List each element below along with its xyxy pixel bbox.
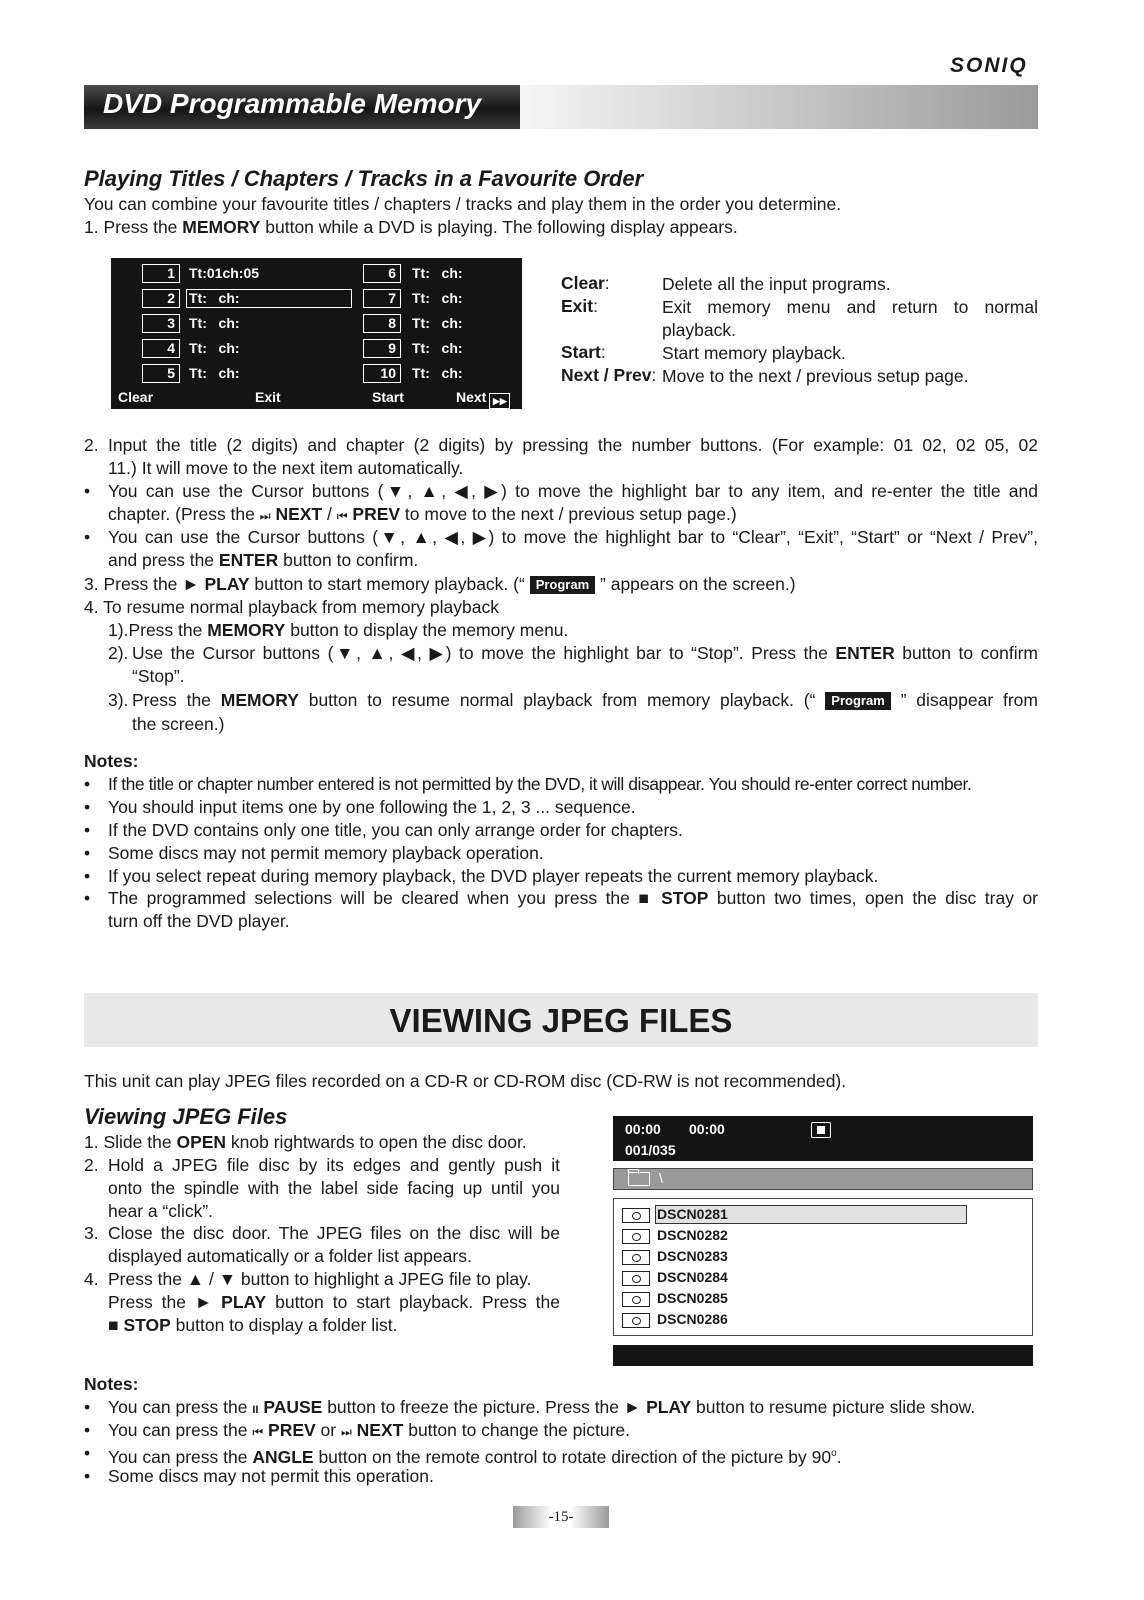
jpeg-step-2-number: 2.: [84, 1155, 99, 1175]
section-title: DVD Programmable Memory: [103, 88, 482, 119]
memory-slot-number: 1: [142, 264, 180, 283]
jpeg-step-4-number: 4.: [84, 1269, 99, 1289]
bullet: •: [84, 481, 91, 501]
play-icon: ►: [623, 1397, 642, 1417]
camera-icon: [622, 1271, 650, 1286]
jpeg-step-4: Press the ▲ / ▼ button to highlight a JPEG file to play.: [108, 1269, 532, 1289]
bullet-cursor-options-cont: and press the ENTER button to confirm.: [108, 550, 419, 570]
step-1: 1. Press the MEMORY button while a DVD is playing. The following display appears.: [84, 217, 738, 237]
memory-slot-text: Tt: ch:: [189, 365, 240, 381]
jpeg-status-bar: [613, 1116, 1033, 1161]
program-badge: Program: [825, 692, 890, 710]
note-item: You should input items one by one following the 1, 2, 3 ... sequence.: [108, 797, 636, 817]
memory-slot-number: 2: [142, 289, 180, 308]
memory-slot-text: Tt: ch:: [412, 265, 463, 281]
jpeg-section-title: VIEWING JPEG FILES: [389, 1002, 733, 1039]
step-4-sub-3-cont: the screen.): [132, 714, 225, 734]
note-item: The programmed selections will be cleared when you press the ■ STOP button two times, open the disc tray or: [108, 888, 1038, 908]
bullet-cursor-options: You can use the Cursor buttons (▼, ▲, ◀, ▶) to move the highlight bar to “Clear”, “Exit”, “Start” or “Next / Prev”,: [108, 527, 1038, 547]
file-name: DSCN0285: [657, 1290, 728, 1306]
file-name: DSCN0281: [657, 1206, 728, 1222]
step-4-sub-2-cont: “Stop”.: [132, 666, 185, 686]
bullet-cursor-text: You can use the Cursor buttons (▼, ▲, ◀, ▶) to move the highlight bar to any item, and re-enter the title and: [108, 481, 1038, 501]
note-item: If the title or chapter number entered is not permitted by the DVD, it will disappear. You should re-enter correct number.: [108, 774, 972, 794]
stop-icon: ■: [108, 1315, 119, 1335]
memory-slot-text: Tt: ch:: [189, 340, 240, 356]
jpeg-step-2-cont: onto the spindle with the label side facing up until you: [108, 1178, 560, 1198]
jpeg-file-list: [613, 1198, 1033, 1336]
file-name: DSCN0286: [657, 1311, 728, 1327]
jpeg-note-item: Some discs may not permit this operation.: [108, 1466, 434, 1486]
step-4-sub-3-number: 3).: [108, 690, 129, 710]
memory-clear-option[interactable]: Clear: [118, 389, 154, 405]
folder-icon: [628, 1172, 650, 1186]
bullet: •: [84, 1397, 91, 1417]
jpeg-step-1: 1. Slide the OPEN knob rightwards to open the disc door.: [84, 1132, 527, 1152]
bullet: •: [84, 1466, 91, 1486]
note-item-cont: turn off the DVD player.: [108, 911, 290, 931]
jpeg-step-4-cont: Press the ► PLAY button to start playback. Press the: [108, 1292, 560, 1312]
bullet-cursor-text-cont: chapter. (Press the ⏭ NEXT / ⏮ PREV to move to the next / previous setup page.): [108, 504, 737, 524]
note-item: If the DVD contains only one title, you can only arrange order for chapters.: [108, 820, 683, 840]
file-name: DSCN0282: [657, 1227, 728, 1243]
jpeg-step-4-cont: ■ STOP button to display a folder list.: [108, 1315, 398, 1335]
elapsed-time: 00:00: [625, 1121, 661, 1137]
next-page-icon: ▶▶: [489, 393, 510, 409]
memory-slot-text: Tt:01ch:05: [189, 265, 260, 281]
memory-slot-text: Tt: ch:: [189, 290, 240, 306]
jpeg-step-3-number: 3.: [84, 1223, 99, 1243]
step-4-sub-2: Use the Cursor buttons (▼, ▲, ◀, ▶) to move the highlight bar to “Stop”. Press the ENTER button to confirm: [132, 643, 1038, 663]
bullet: •: [84, 1420, 91, 1440]
memory-menu-screen: [111, 258, 522, 409]
memory-slot-text: Tt: ch:: [412, 365, 463, 381]
memory-slot-number: 8: [363, 314, 401, 333]
pause-icon: II: [252, 1404, 259, 1416]
play-icon: ►: [194, 1292, 213, 1312]
def-label-clear: Clear:: [561, 273, 610, 293]
def-label-start: Start:: [561, 342, 606, 362]
def-label-next-prev: Next / Prev:: [561, 365, 657, 385]
camera-icon: [622, 1208, 650, 1223]
jpeg-bottom-bar: [613, 1345, 1033, 1366]
memory-next-option[interactable]: Next ▶▶: [456, 388, 510, 409]
folder-path-bar: [613, 1168, 1033, 1190]
memory-slot-number: 9: [363, 339, 401, 358]
play-icon: ►: [182, 574, 200, 594]
folder-path: \: [659, 1170, 663, 1186]
bullet: •: [84, 820, 91, 840]
jpeg-step-3: Close the disc door. The JPEG files on the disc will be: [108, 1223, 560, 1243]
camera-icon: [622, 1292, 650, 1307]
page-number: -15-: [513, 1506, 609, 1528]
next-icon: ⏭: [340, 1425, 352, 1439]
jpeg-step-2: Hold a JPEG file disc by its edges and gently push it: [108, 1155, 560, 1175]
memory-exit-option[interactable]: Exit: [255, 389, 281, 405]
next-icon: ⏭: [259, 509, 271, 523]
memory-slot-number: 10: [363, 364, 401, 383]
camera-icon: [622, 1313, 650, 1328]
stop-icon: ■: [638, 888, 653, 908]
step-4: 4. To resume normal playback from memory playback: [84, 597, 499, 617]
jpeg-intro: This unit can play JPEG files recorded on a CD-R or CD-ROM disc (CD-RW is not recommended).: [84, 1071, 847, 1091]
jpeg-note-item: You can press the ⏮ PREV or ⏭ NEXT button to change the picture.: [108, 1420, 631, 1440]
notes-heading: Notes:: [84, 751, 139, 771]
memory-slot-number: 5: [142, 364, 180, 383]
note-item: Some discs may not permit memory playback operation.: [108, 843, 544, 863]
camera-icon: [622, 1250, 650, 1265]
intro-text: You can combine your favourite titles / chapters / tracks and play them in the order you determine.: [84, 194, 842, 214]
step-2-cont: 11.) It will move to the next item automatically.: [108, 458, 464, 478]
def-value-exit: Exit memory menu and return to normal: [662, 297, 1038, 317]
def-value-next-prev: Move to the next / previous setup page.: [662, 366, 969, 386]
subsection-title: Playing Titles / Chapters / Tracks in a Favourite Order: [84, 166, 644, 191]
camera-icon: [622, 1229, 650, 1244]
memory-slot-number: 6: [363, 264, 401, 283]
note-item: If you select repeat during memory playback, the DVD player repeats the current memory playback.: [108, 866, 879, 886]
step-4-sub-1: 1).Press the MEMORY button to display the memory menu.: [108, 620, 569, 640]
def-value-exit-cont: playback.: [662, 320, 736, 340]
bullet: •: [84, 774, 91, 794]
step-3: 3. Press the ► PLAY button to start memory playback. (“ Program ” appears on the screen.): [84, 574, 796, 594]
def-value-start: Start memory playback.: [662, 343, 846, 363]
jpeg-note-item: You can press the ANGLE button on the remote control to rotate direction of the picture by 90$^o$.: [108, 1446, 842, 1467]
jpeg-step-2-cont: hear a “click”.: [108, 1201, 214, 1221]
step-4-sub-3: Press the MEMORY button to resume normal playback from memory playback. (“ Program ” disappear from: [132, 690, 1038, 710]
bullet: •: [84, 843, 91, 863]
jpeg-note-item: You can press the II PAUSE button to freeze the picture. Press the ► PLAY button to resume picture slide show.: [108, 1397, 976, 1417]
bullet: •: [84, 1443, 91, 1463]
bullet: •: [84, 527, 91, 547]
prev-icon: ⏮: [252, 1425, 264, 1439]
memory-slot-number: 4: [142, 339, 180, 358]
def-label-exit: Exit:: [561, 296, 598, 316]
memory-start-option[interactable]: Start: [372, 389, 404, 405]
program-badge: Program: [530, 576, 595, 594]
memory-slot-text: Tt: ch:: [412, 290, 463, 306]
bullet: •: [84, 888, 91, 908]
file-name: DSCN0283: [657, 1248, 728, 1264]
bullet: •: [84, 866, 91, 886]
jpeg-subsection-title: Viewing JPEG Files: [84, 1104, 288, 1129]
memory-slot-text: Tt: ch:: [189, 315, 240, 331]
file-name: DSCN0284: [657, 1269, 728, 1285]
brand-logo: SONIQ: [950, 54, 1028, 77]
memory-slot-number: 7: [363, 289, 401, 308]
memory-slot-text: Tt: ch:: [412, 315, 463, 331]
prev-icon: ⏮: [336, 509, 348, 523]
memory-slot-number: 3: [142, 314, 180, 333]
jpeg-step-3-cont: displayed automatically or a folder list appears.: [108, 1246, 472, 1266]
memory-slot-text: Tt: ch:: [412, 340, 463, 356]
step-2: Input the title (2 digits) and chapter (2 digits) by pressing the number buttons. (For example: 01 02, 02 05, 02: [108, 435, 1038, 455]
file-counter: 001/035: [625, 1142, 676, 1158]
step-4-sub-2-number: 2).: [108, 643, 129, 663]
def-value-clear: Delete all the input programs.: [662, 274, 891, 294]
bullet: •: [84, 797, 91, 817]
step-2-number: 2.: [84, 435, 99, 455]
stop-state-icon: [811, 1122, 831, 1138]
jpeg-notes-heading: Notes:: [84, 1374, 139, 1394]
total-time: 00:00: [689, 1121, 725, 1137]
